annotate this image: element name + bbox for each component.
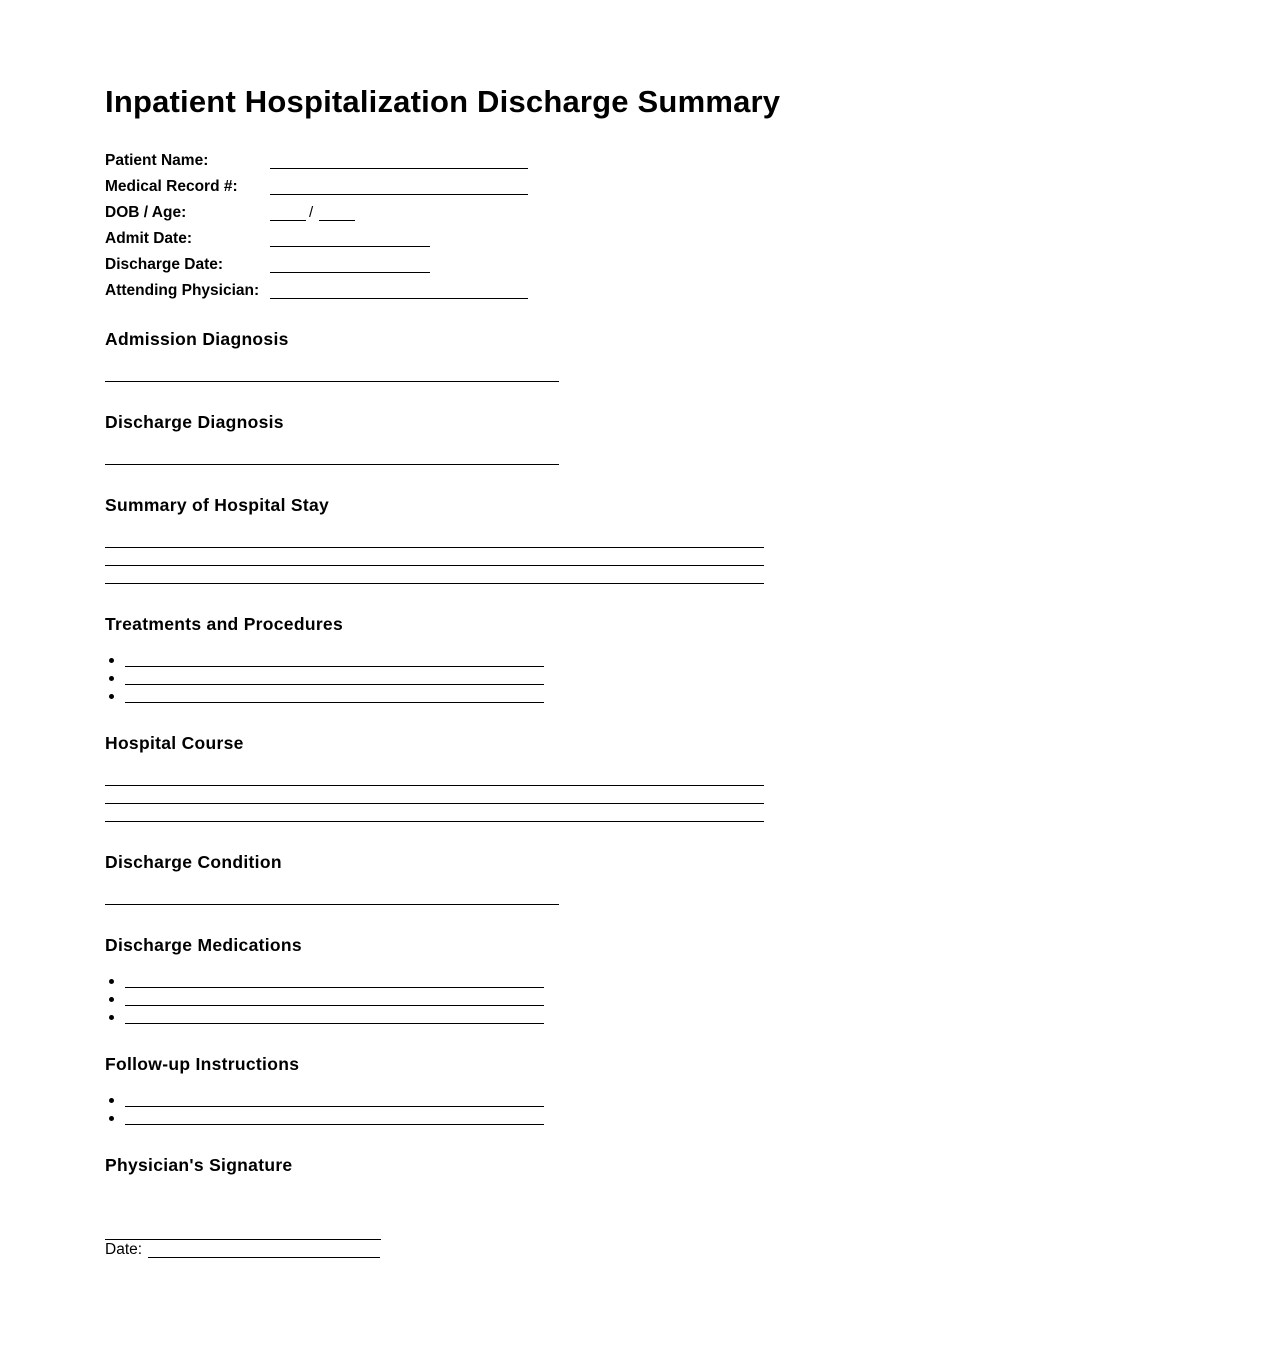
hospital-course-line-3[interactable]	[105, 821, 764, 822]
discharge-condition-heading: Discharge Condition	[105, 852, 282, 872]
summary-of-stay-line-3[interactable]	[105, 583, 764, 584]
medication-line-3[interactable]	[125, 1023, 544, 1024]
summary-of-stay-heading: Summary of Hospital Stay	[105, 495, 330, 515]
bullet-icon	[109, 979, 114, 984]
follow-up-heading: Follow-up Instructions	[105, 1054, 300, 1074]
summary-of-stay-line-1[interactable]	[105, 547, 764, 548]
discharge-medications-heading: Discharge Medications	[105, 935, 302, 955]
signature-line[interactable]	[105, 1239, 381, 1240]
signature-date-label: Date:	[105, 1241, 143, 1258]
dob-field[interactable]	[270, 220, 306, 221]
discharge-date-field[interactable]	[270, 272, 430, 273]
admission-diagnosis-line[interactable]	[105, 381, 559, 382]
admission-diagnosis-heading: Admission Diagnosis	[105, 329, 289, 349]
signature-heading: Physician's Signature	[105, 1155, 293, 1175]
signature-date-field[interactable]	[148, 1257, 380, 1258]
medication-line-1[interactable]	[125, 987, 544, 988]
dob-age-separator: /	[309, 204, 314, 221]
treatment-line-1[interactable]	[125, 666, 544, 667]
hospital-course-line-1[interactable]	[105, 785, 764, 786]
hospital-course-line-2[interactable]	[105, 803, 764, 804]
admit-date-label: Admit Date:	[105, 230, 192, 247]
patient-name-label: Patient Name:	[105, 152, 209, 169]
patient-name-field[interactable]	[270, 168, 528, 169]
discharge-condition-line[interactable]	[105, 904, 559, 905]
discharge-diagnosis-heading: Discharge Diagnosis	[105, 412, 284, 432]
medical-record-label: Medical Record #:	[105, 178, 238, 195]
follow-up-line-1[interactable]	[125, 1106, 544, 1107]
medical-record-field[interactable]	[270, 194, 528, 195]
bullet-icon	[109, 997, 114, 1002]
attending-physician-field[interactable]	[270, 298, 528, 299]
bullet-icon	[109, 658, 114, 663]
bullet-icon	[109, 694, 114, 699]
hospital-course-heading: Hospital Course	[105, 733, 244, 753]
age-field[interactable]	[319, 220, 355, 221]
discharge-diagnosis-line[interactable]	[105, 464, 559, 465]
page-title: Inpatient Hospitalization Discharge Summary	[105, 84, 781, 119]
dob-age-label: DOB / Age:	[105, 204, 187, 221]
bullet-icon	[109, 1015, 114, 1020]
discharge-date-label: Discharge Date:	[105, 256, 224, 273]
follow-up-line-2[interactable]	[125, 1124, 544, 1125]
bullet-icon	[109, 676, 114, 681]
treatment-line-2[interactable]	[125, 684, 544, 685]
attending-physician-label: Attending Physician:	[105, 282, 260, 299]
treatment-line-3[interactable]	[125, 702, 544, 703]
bullet-icon	[109, 1098, 114, 1103]
admit-date-field[interactable]	[270, 246, 430, 247]
medication-line-2[interactable]	[125, 1005, 544, 1006]
bullet-icon	[109, 1116, 114, 1121]
summary-of-stay-line-2[interactable]	[105, 565, 764, 566]
treatments-heading: Treatments and Procedures	[105, 614, 343, 634]
